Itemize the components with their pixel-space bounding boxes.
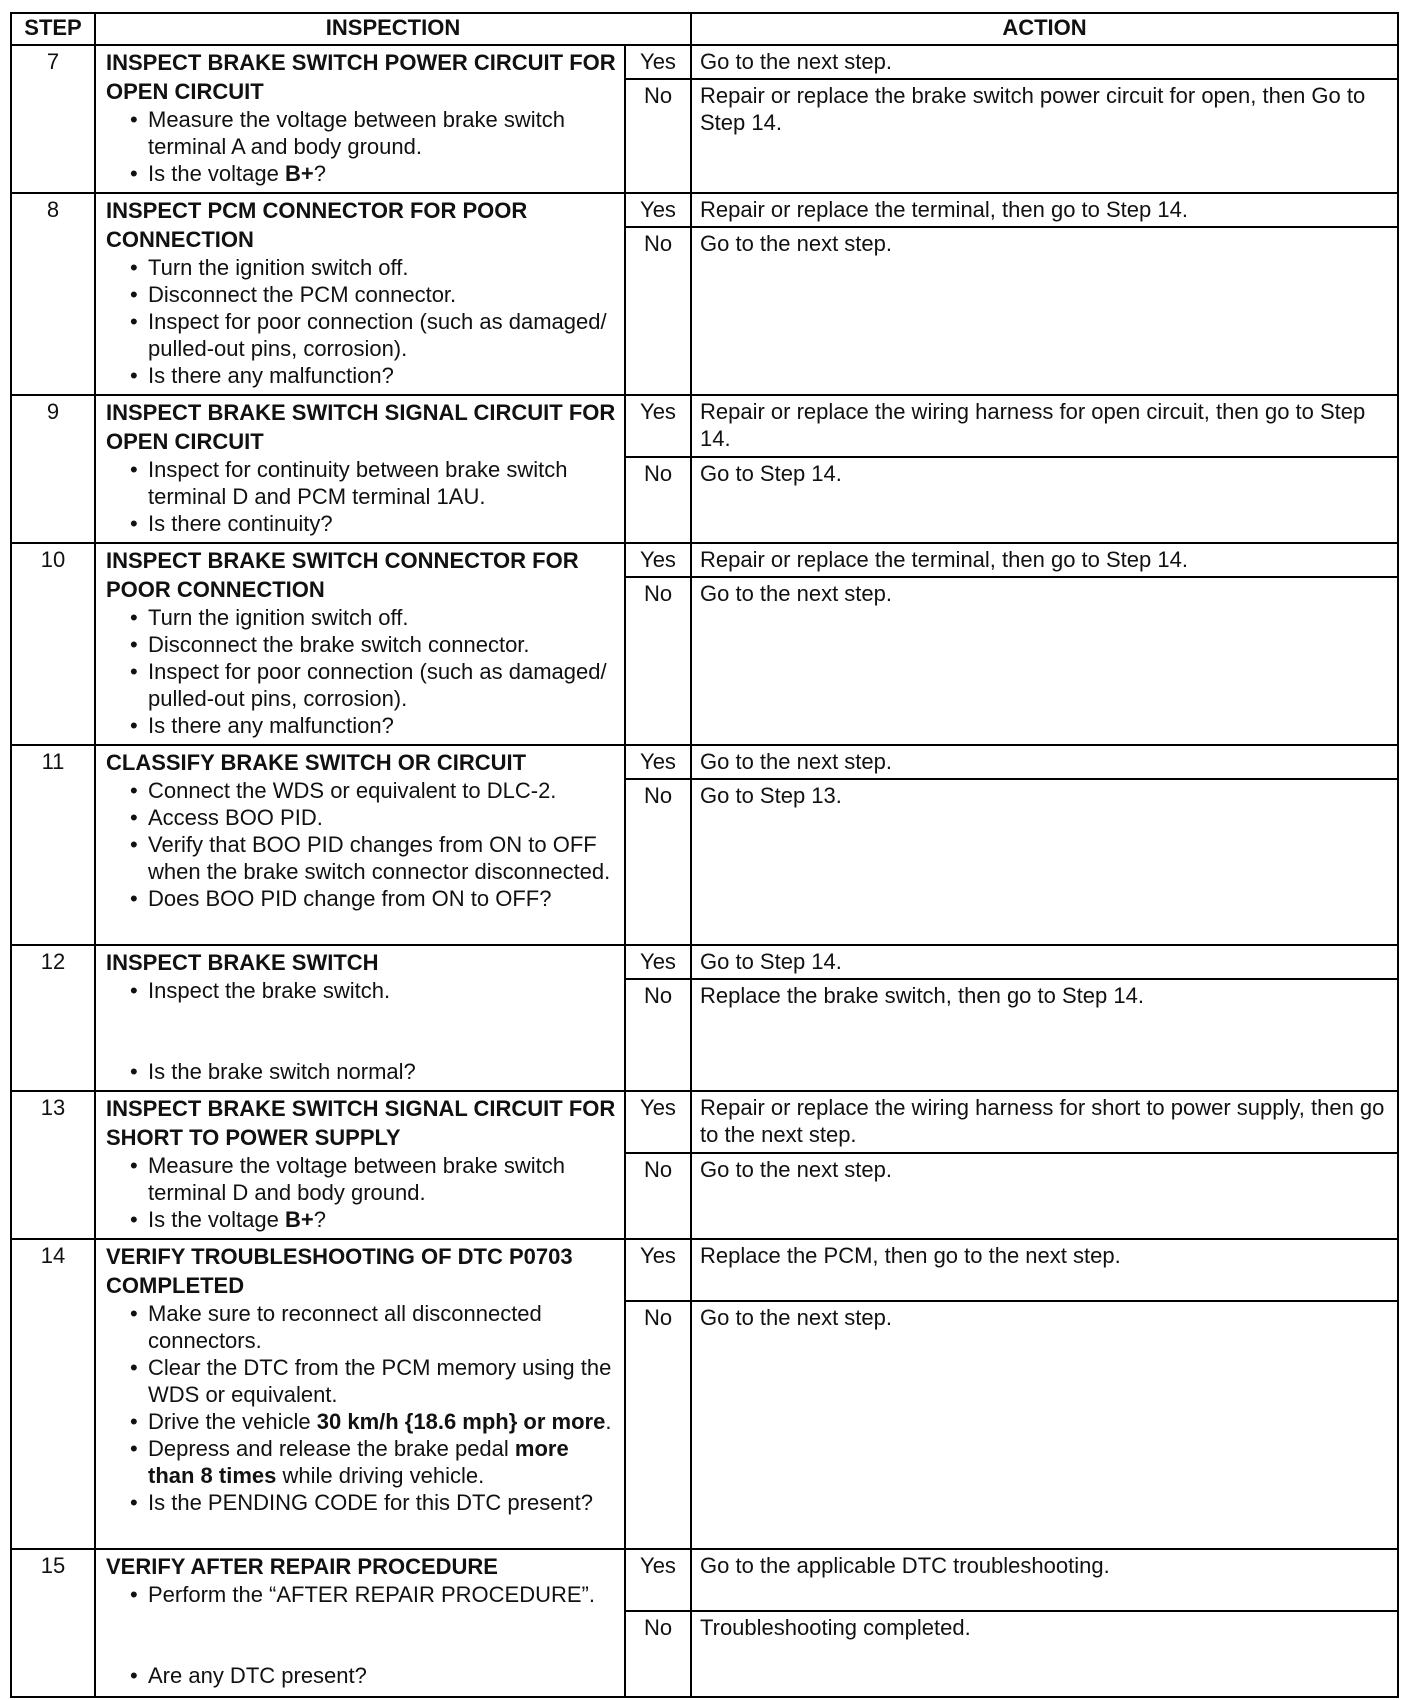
yes-label: Yes xyxy=(625,1091,691,1153)
inspection-bullet: • Inspect for poor connection (such as damaged/ pulled-out pins, corrosion). xyxy=(130,658,618,712)
table-row xyxy=(11,1239,1398,1301)
step-number: 12 xyxy=(11,945,95,1091)
inspection-cell xyxy=(95,1549,625,1697)
inspection-bullet: • Depress and release the brake pedal more than 8 times while driving vehicle. xyxy=(130,1435,618,1489)
no-label: No xyxy=(625,779,691,945)
table-row xyxy=(11,1091,1398,1153)
table-row xyxy=(11,395,1398,457)
inspection-bullet: • Is there any malfunction? xyxy=(130,362,618,389)
inspection-title: INSPECT PCM CONNECTOR FOR POOR CONNECTION xyxy=(106,198,528,252)
yes-label: Yes xyxy=(625,1549,691,1611)
step-number: 9 xyxy=(11,395,95,543)
inspection-bullet: • Clear the DTC from the PCM memory using the WDS or equivalent. xyxy=(130,1354,618,1408)
table-header-row xyxy=(11,13,1398,45)
no-label: No xyxy=(625,979,691,1091)
inspection-bullet: • Is there continuity? xyxy=(130,510,618,537)
no-label: No xyxy=(625,457,691,543)
no-label: No xyxy=(625,577,691,745)
step-number: 15 xyxy=(11,1549,95,1697)
inspection-bullet: • Verify that BOO PID changes from ON to OFF when the brake switch connector disconnected. xyxy=(130,831,618,885)
inspection-bullet: • Measure the voltage between brake switch terminal A and body ground. xyxy=(130,106,618,160)
troubleshooting-document xyxy=(10,12,1399,1698)
table-row xyxy=(11,193,1398,227)
step-number: 14 xyxy=(11,1239,95,1549)
no-label: No xyxy=(625,1153,691,1239)
inspection-bullet: • Make sure to reconnect all disconnected connectors. xyxy=(130,1300,618,1354)
header-action: ACTION xyxy=(691,13,1398,45)
yes-label: Yes xyxy=(625,543,691,577)
inspection-bullet: • Is the voltage B+? xyxy=(130,1206,618,1233)
yes-label: Yes xyxy=(625,1239,691,1301)
no-label: No xyxy=(625,1611,691,1697)
yes-action: Go to the next step. xyxy=(691,745,1398,779)
step-number: 10 xyxy=(11,543,95,745)
inspection-title: CLASSIFY BRAKE SWITCH OR CIRCUIT xyxy=(106,750,527,775)
yes-action: Go to the applicable DTC troubleshooting. xyxy=(691,1549,1398,1611)
table-row xyxy=(11,543,1398,577)
step-number: 13 xyxy=(11,1091,95,1239)
no-action: Go to the next step. xyxy=(691,577,1398,745)
yes-action: Repair or replace the wiring harness for short to power supply, then go to the next step. xyxy=(691,1091,1398,1153)
inspection-cell xyxy=(95,945,625,1091)
inspection-bullet: • Measure the voltage between brake switch terminal D and body ground. xyxy=(130,1152,618,1206)
inspection-bullet: • Inspect for continuity between brake switch terminal D and PCM terminal 1AU. xyxy=(130,456,618,510)
inspection-title: INSPECT BRAKE SWITCH SIGNAL CIRCUIT FOR SHORT TO POWER SUPPLY xyxy=(106,1096,616,1150)
inspection-title: INSPECT BRAKE SWITCH xyxy=(106,950,379,975)
yes-action: Go to the next step. xyxy=(691,45,1398,79)
yes-label: Yes xyxy=(625,745,691,779)
step-number: 11 xyxy=(11,745,95,945)
troubleshooting-table xyxy=(10,12,1399,1698)
no-action: Repair or replace the brake switch power circuit for open, then Go to Step 14. xyxy=(691,79,1398,193)
table-row xyxy=(11,45,1398,79)
inspection-bullet: • Is there any malfunction? xyxy=(130,712,618,739)
inspection-title: VERIFY TROUBLESHOOTING OF DTC P0703 COMPLETED xyxy=(106,1244,573,1298)
inspection-bullet: • Disconnect the brake switch connector. xyxy=(130,631,618,658)
no-action: Replace the brake switch, then go to Step 14. xyxy=(691,979,1398,1091)
inspection-title: INSPECT BRAKE SWITCH CONNECTOR FOR POOR CONNECTION xyxy=(106,548,579,602)
header-inspection: INSPECTION xyxy=(95,13,691,45)
step-number: 7 xyxy=(11,45,95,193)
inspection-cell xyxy=(95,45,625,193)
yes-action: Go to Step 14. xyxy=(691,945,1398,979)
inspection-cell xyxy=(95,1239,625,1549)
no-label: No xyxy=(625,1301,691,1549)
inspection-cell xyxy=(95,543,625,745)
yes-action: Repair or replace the terminal, then go to Step 14. xyxy=(691,193,1398,227)
inspection-bullet: • Access BOO PID. xyxy=(130,804,618,831)
yes-action: Replace the PCM, then go to the next step. xyxy=(691,1239,1398,1301)
inspection-bullet: • Inspect for poor connection (such as damaged/ pulled-out pins, corrosion). xyxy=(130,308,618,362)
inspection-bullet: • Does BOO PID change from ON to OFF? xyxy=(130,885,618,912)
yes-label: Yes xyxy=(625,45,691,79)
no-action: Go to Step 14. xyxy=(691,457,1398,543)
inspection-cell xyxy=(95,745,625,945)
yes-label: Yes xyxy=(625,193,691,227)
table-row xyxy=(11,945,1398,979)
inspection-bullet: • Are any DTC present? xyxy=(130,1662,618,1689)
inspection-bullet: • Turn the ignition switch off. xyxy=(130,604,618,631)
inspection-bullet: • Inspect the brake switch. xyxy=(130,977,618,1004)
table-row xyxy=(11,745,1398,779)
inspection-cell xyxy=(95,395,625,543)
yes-action: Repair or replace the wiring harness for open circuit, then go to Step 14. xyxy=(691,395,1398,457)
inspection-bullet: • Is the brake switch normal? xyxy=(130,1058,618,1085)
no-action: Go to the next step. xyxy=(691,1301,1398,1549)
no-action: Go to the next step. xyxy=(691,1153,1398,1239)
yes-label: Yes xyxy=(625,945,691,979)
inspection-bullet: • Is the PENDING CODE for this DTC present? xyxy=(130,1489,618,1516)
inspection-title: INSPECT BRAKE SWITCH SIGNAL CIRCUIT FOR OPEN CIRCUIT xyxy=(106,400,616,454)
yes-label: Yes xyxy=(625,395,691,457)
inspection-title: VERIFY AFTER REPAIR PROCEDURE xyxy=(106,1554,498,1579)
inspection-cell xyxy=(95,1091,625,1239)
inspection-bullet: • Perform the “AFTER REPAIR PROCEDURE”. xyxy=(130,1581,618,1608)
no-label: No xyxy=(625,79,691,193)
no-action: Go to the next step. xyxy=(691,227,1398,395)
yes-action: Repair or replace the terminal, then go to Step 14. xyxy=(691,543,1398,577)
table-row xyxy=(11,1549,1398,1611)
step-number: 8 xyxy=(11,193,95,395)
inspection-title: INSPECT BRAKE SWITCH POWER CIRCUIT FOR OPEN CIRCUIT xyxy=(106,50,616,104)
no-action: Go to Step 13. xyxy=(691,779,1398,945)
inspection-bullet: • Connect the WDS or equivalent to DLC-2. xyxy=(130,777,618,804)
inspection-bullet: • Disconnect the PCM connector. xyxy=(130,281,618,308)
inspection-bullet: • Turn the ignition switch off. xyxy=(130,254,618,281)
inspection-bullet: • Is the voltage B+? xyxy=(130,160,618,187)
header-step: STEP xyxy=(11,13,95,45)
inspection-bullet: • Drive the vehicle 30 km/h {18.6 mph} or more. xyxy=(130,1408,618,1435)
no-action: Troubleshooting completed. xyxy=(691,1611,1398,1697)
inspection-cell xyxy=(95,193,625,395)
no-label: No xyxy=(625,227,691,395)
